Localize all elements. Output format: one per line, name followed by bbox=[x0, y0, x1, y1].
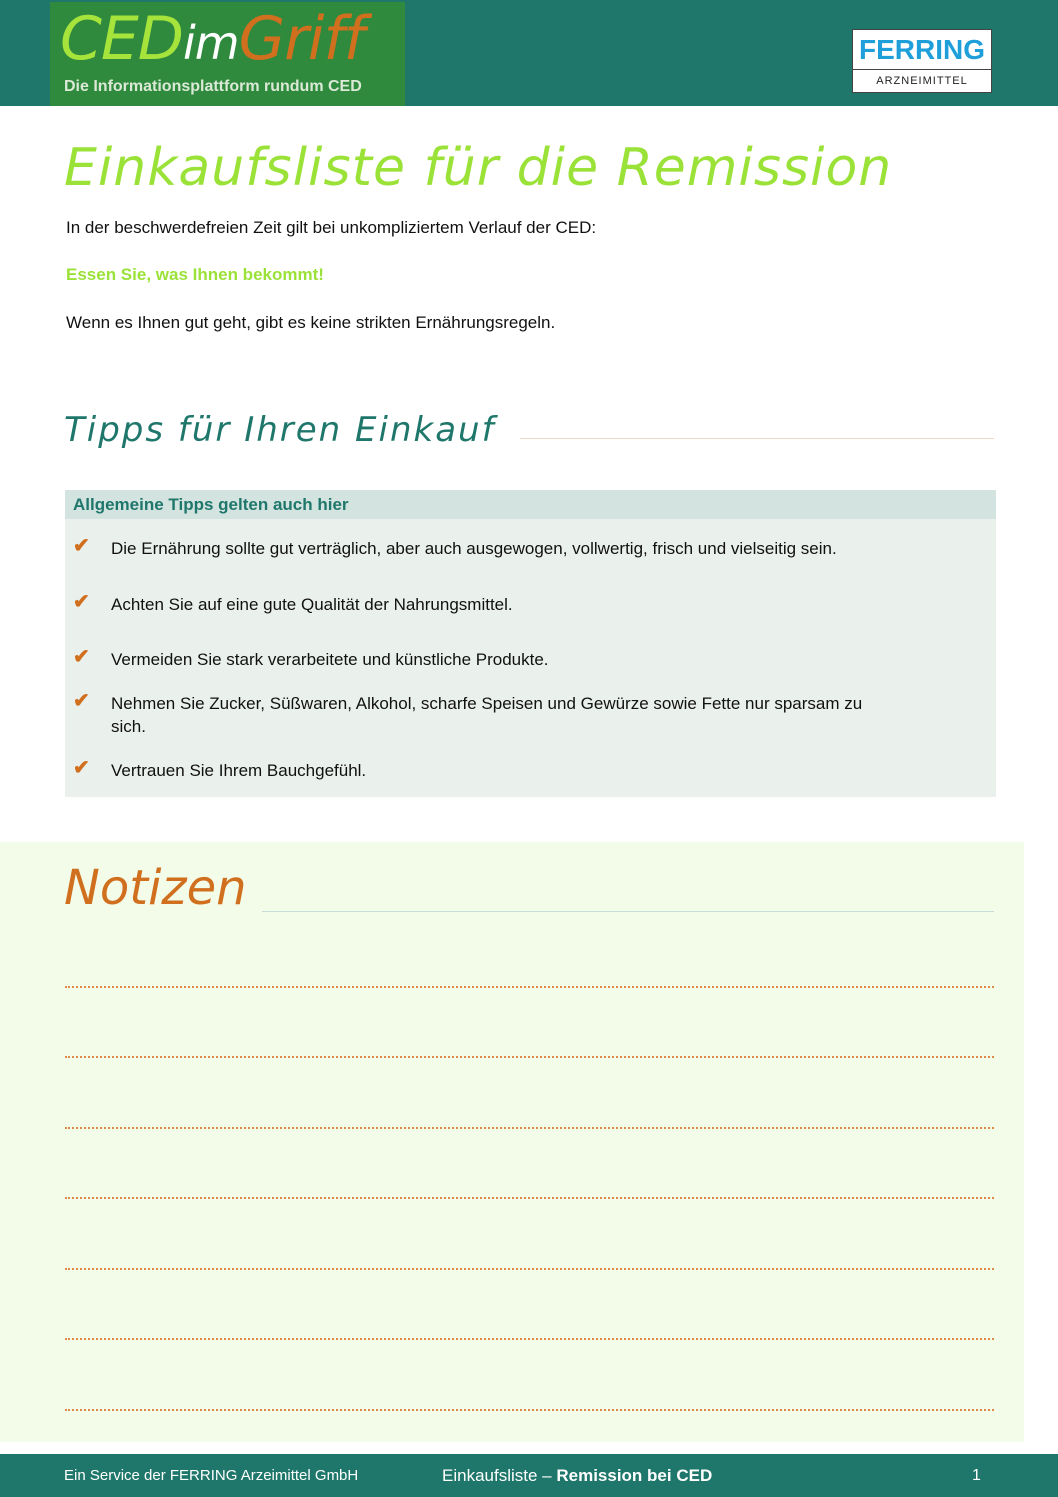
note-line[interactable] bbox=[65, 1056, 994, 1058]
note-line[interactable] bbox=[65, 1268, 994, 1270]
check-icon: ✔ bbox=[73, 757, 90, 779]
notes-divider bbox=[262, 911, 994, 912]
tip-text: Vertrauen Sie Ihrem Bauchgefühl. bbox=[111, 761, 367, 780]
tips-box-heading: Allgemeine Tipps gelten auch hier bbox=[73, 495, 349, 514]
ferring-subtitle: ARZNEIMITTEL bbox=[876, 75, 968, 87]
logo-tagline: Die Informationsplattform rundum CED bbox=[64, 78, 362, 95]
footer bbox=[0, 1454, 1058, 1497]
intro-text: In der beschwerdefreien Zeit gilt bei unkompliziertem Verlauf der CED: bbox=[66, 218, 597, 237]
note-line[interactable] bbox=[65, 1338, 994, 1340]
check-icon: ✔ bbox=[73, 646, 90, 668]
intro-highlight: Essen Sie, was Ihnen bekommt! bbox=[66, 265, 324, 284]
intro-note: Wenn es Ihnen gut geht, gibt es keine strikten Ernährungsregeln. bbox=[66, 313, 556, 332]
cedimgriff-logo[interactable] bbox=[50, 2, 405, 106]
section-title-tips: Tipps für Ihren Einkauf bbox=[64, 410, 496, 450]
logo-wordmark: CEDimGriff bbox=[60, 4, 364, 74]
check-icon: ✔ bbox=[73, 535, 90, 557]
ferring-name: FERRING bbox=[859, 34, 985, 65]
page-title: Einkaufsliste für die Remission bbox=[64, 138, 893, 198]
note-line[interactable] bbox=[65, 1409, 994, 1411]
footer-title-bold: Remission bei CED bbox=[556, 1466, 713, 1485]
footer-service-text: Ein Service der FERRING Arzeimittel GmbH bbox=[64, 1467, 359, 1484]
tips-box bbox=[65, 490, 996, 797]
note-line[interactable] bbox=[65, 1127, 994, 1129]
tip-text: Vermeiden Sie stark verarbeitete und künstliche Produkte. bbox=[111, 650, 549, 669]
note-line[interactable] bbox=[65, 1197, 994, 1199]
section-divider bbox=[520, 438, 994, 439]
ferring-logo[interactable] bbox=[852, 29, 992, 93]
ferring-divider bbox=[853, 69, 991, 70]
header-bar bbox=[0, 0, 1058, 106]
footer-document-title bbox=[442, 1466, 712, 1486]
note-line[interactable] bbox=[65, 986, 994, 988]
page-number: 1 bbox=[972, 1467, 981, 1484]
notes-title: Notizen bbox=[64, 860, 247, 916]
tip-text: Nehmen Sie Zucker, Süßwaren, Alkohol, scharfe Speisen und Gewürze sowie Fette nur sparsam zu sich. bbox=[111, 694, 863, 736]
tip-text: Die Ernährung sollte gut verträglich, aber auch ausgewogen, vollwertig, frisch und vielseitig sein. bbox=[111, 539, 837, 558]
check-icon: ✔ bbox=[73, 690, 90, 712]
tips-box-header bbox=[65, 490, 996, 519]
footer-title-plain: Einkaufsliste – bbox=[442, 1466, 557, 1485]
check-icon: ✔ bbox=[73, 591, 90, 613]
notes-panel bbox=[0, 842, 1024, 1442]
tip-text: Achten Sie auf eine gute Qualität der Nahrungsmittel. bbox=[111, 595, 513, 614]
